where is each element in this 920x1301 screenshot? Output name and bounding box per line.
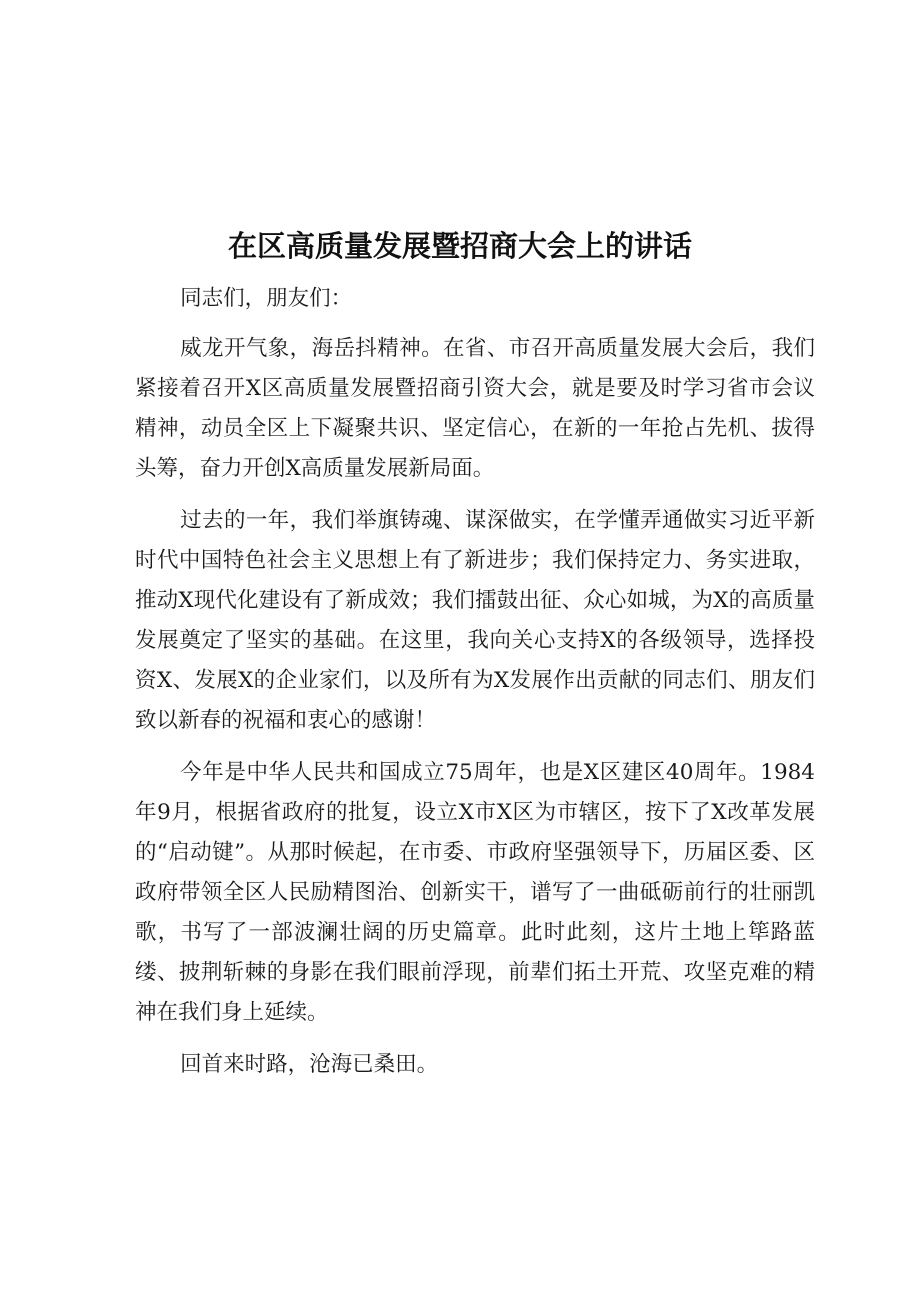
body-paragraph: 过去的一年，我们举旗铸魂、谋深做实，在学懂弄通做实习近平新时代中国特色社会主义思想上有了新进步；我们保持定力、务实进取，推动X现代化建设有了新成效；我们擂鼓出征、众心如城，为X的高质量发展奠定了坚实的基础。在这里，我向关心支持X的各级领导，选择投资X、发展X的企业家们，以及所有为X发展作出贡献的同志们、朋友们致以新春的祝福和衷心的感谢！ (135, 508, 815, 733)
document-title: 在区高质量发展暨招商大会上的讲话 (227, 229, 692, 263)
document-body (135, 279, 815, 1097)
body-paragraph: 今年是中华人民共和国成立75周年，也是X区建区40周年。1984年9月，根据省政府的批复，设立X市X区为市辖区，按下了X改革发展的“启动键”。从那时候起，在市委、市政府坚强领导下，历届区委、区政府带领全区人民励精图治、创新实干，谱写了一曲砥砺前行的壮丽凯歌，书写了一部波澜壮阔的历史篇章。此时此刻，这片土地上筚路蓝缕、披荆斩棘的身影在我们眼前浮现，前辈们拓土开荒、攻坚克难的精神在我们身上延续。 (135, 760, 815, 1025)
body-paragraph: 回首来时路，沧海已桑田。 (180, 1052, 439, 1077)
body-paragraph: 威龙开气象，海岳抖精神。在省、市召开高质量发展大会后，我们紧接着召开X区高质量发展暨招商引资大会，就是要及时学习省市会议精神，动员全区上下凝聚共识、坚定信心，在新的一年抢占先机、拔得头筹，奋力开创X高质量发展新局面。 (135, 336, 815, 481)
salutation-paragraph: 同志们，朋友们： (180, 286, 353, 311)
